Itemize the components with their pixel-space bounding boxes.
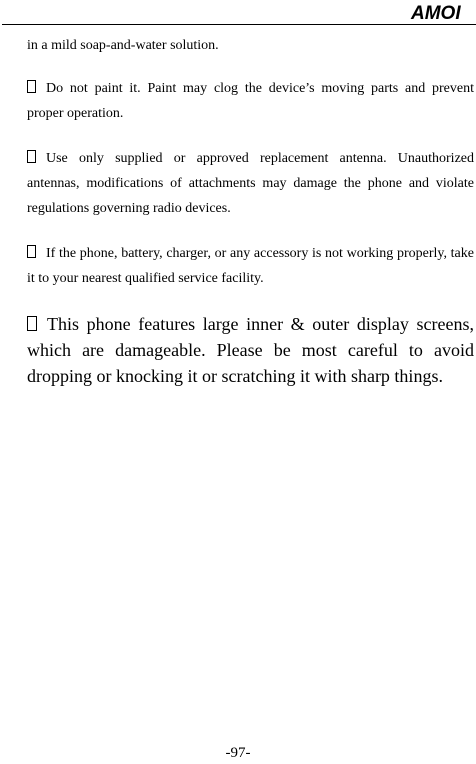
continuation-text: in a mild soap-and-water solution. bbox=[27, 38, 219, 53]
amoi-logo-graphic bbox=[409, 2, 473, 22]
header-rule bbox=[2, 24, 476, 25]
hollow-square-icon bbox=[27, 80, 36, 93]
hollow-square-icon bbox=[27, 316, 37, 331]
hollow-square-icon bbox=[27, 150, 36, 163]
list-item-text: If the phone, battery, charger, or any accessory is not working properly, take it to your nearest qualified service facility. bbox=[27, 246, 474, 286]
list-item bbox=[27, 146, 474, 221]
list-item-text: Use only supplied or approved replacement antenna. Unauthorized antennas, modifications of attachments may damage the phone and violate regulations governing radio devices. bbox=[27, 151, 474, 216]
page-content bbox=[27, 33, 474, 389]
page-number: -97- bbox=[225, 745, 251, 761]
list-item bbox=[27, 76, 474, 126]
list-item-text: This phone features large inner & outer display screens, which are damageable. Please be most careful to avoid dropping or knocking it or scratching it with sharp things. bbox=[27, 314, 474, 386]
list-item bbox=[27, 241, 474, 291]
amoi-logo bbox=[409, 2, 473, 22]
list-item-text: Do not paint it. Paint may clog the device’s moving parts and prevent proper operation. bbox=[27, 81, 474, 121]
svg-text:AMOI: AMOI bbox=[411, 3, 461, 22]
hollow-square-icon bbox=[27, 245, 36, 258]
list-item bbox=[27, 311, 474, 389]
